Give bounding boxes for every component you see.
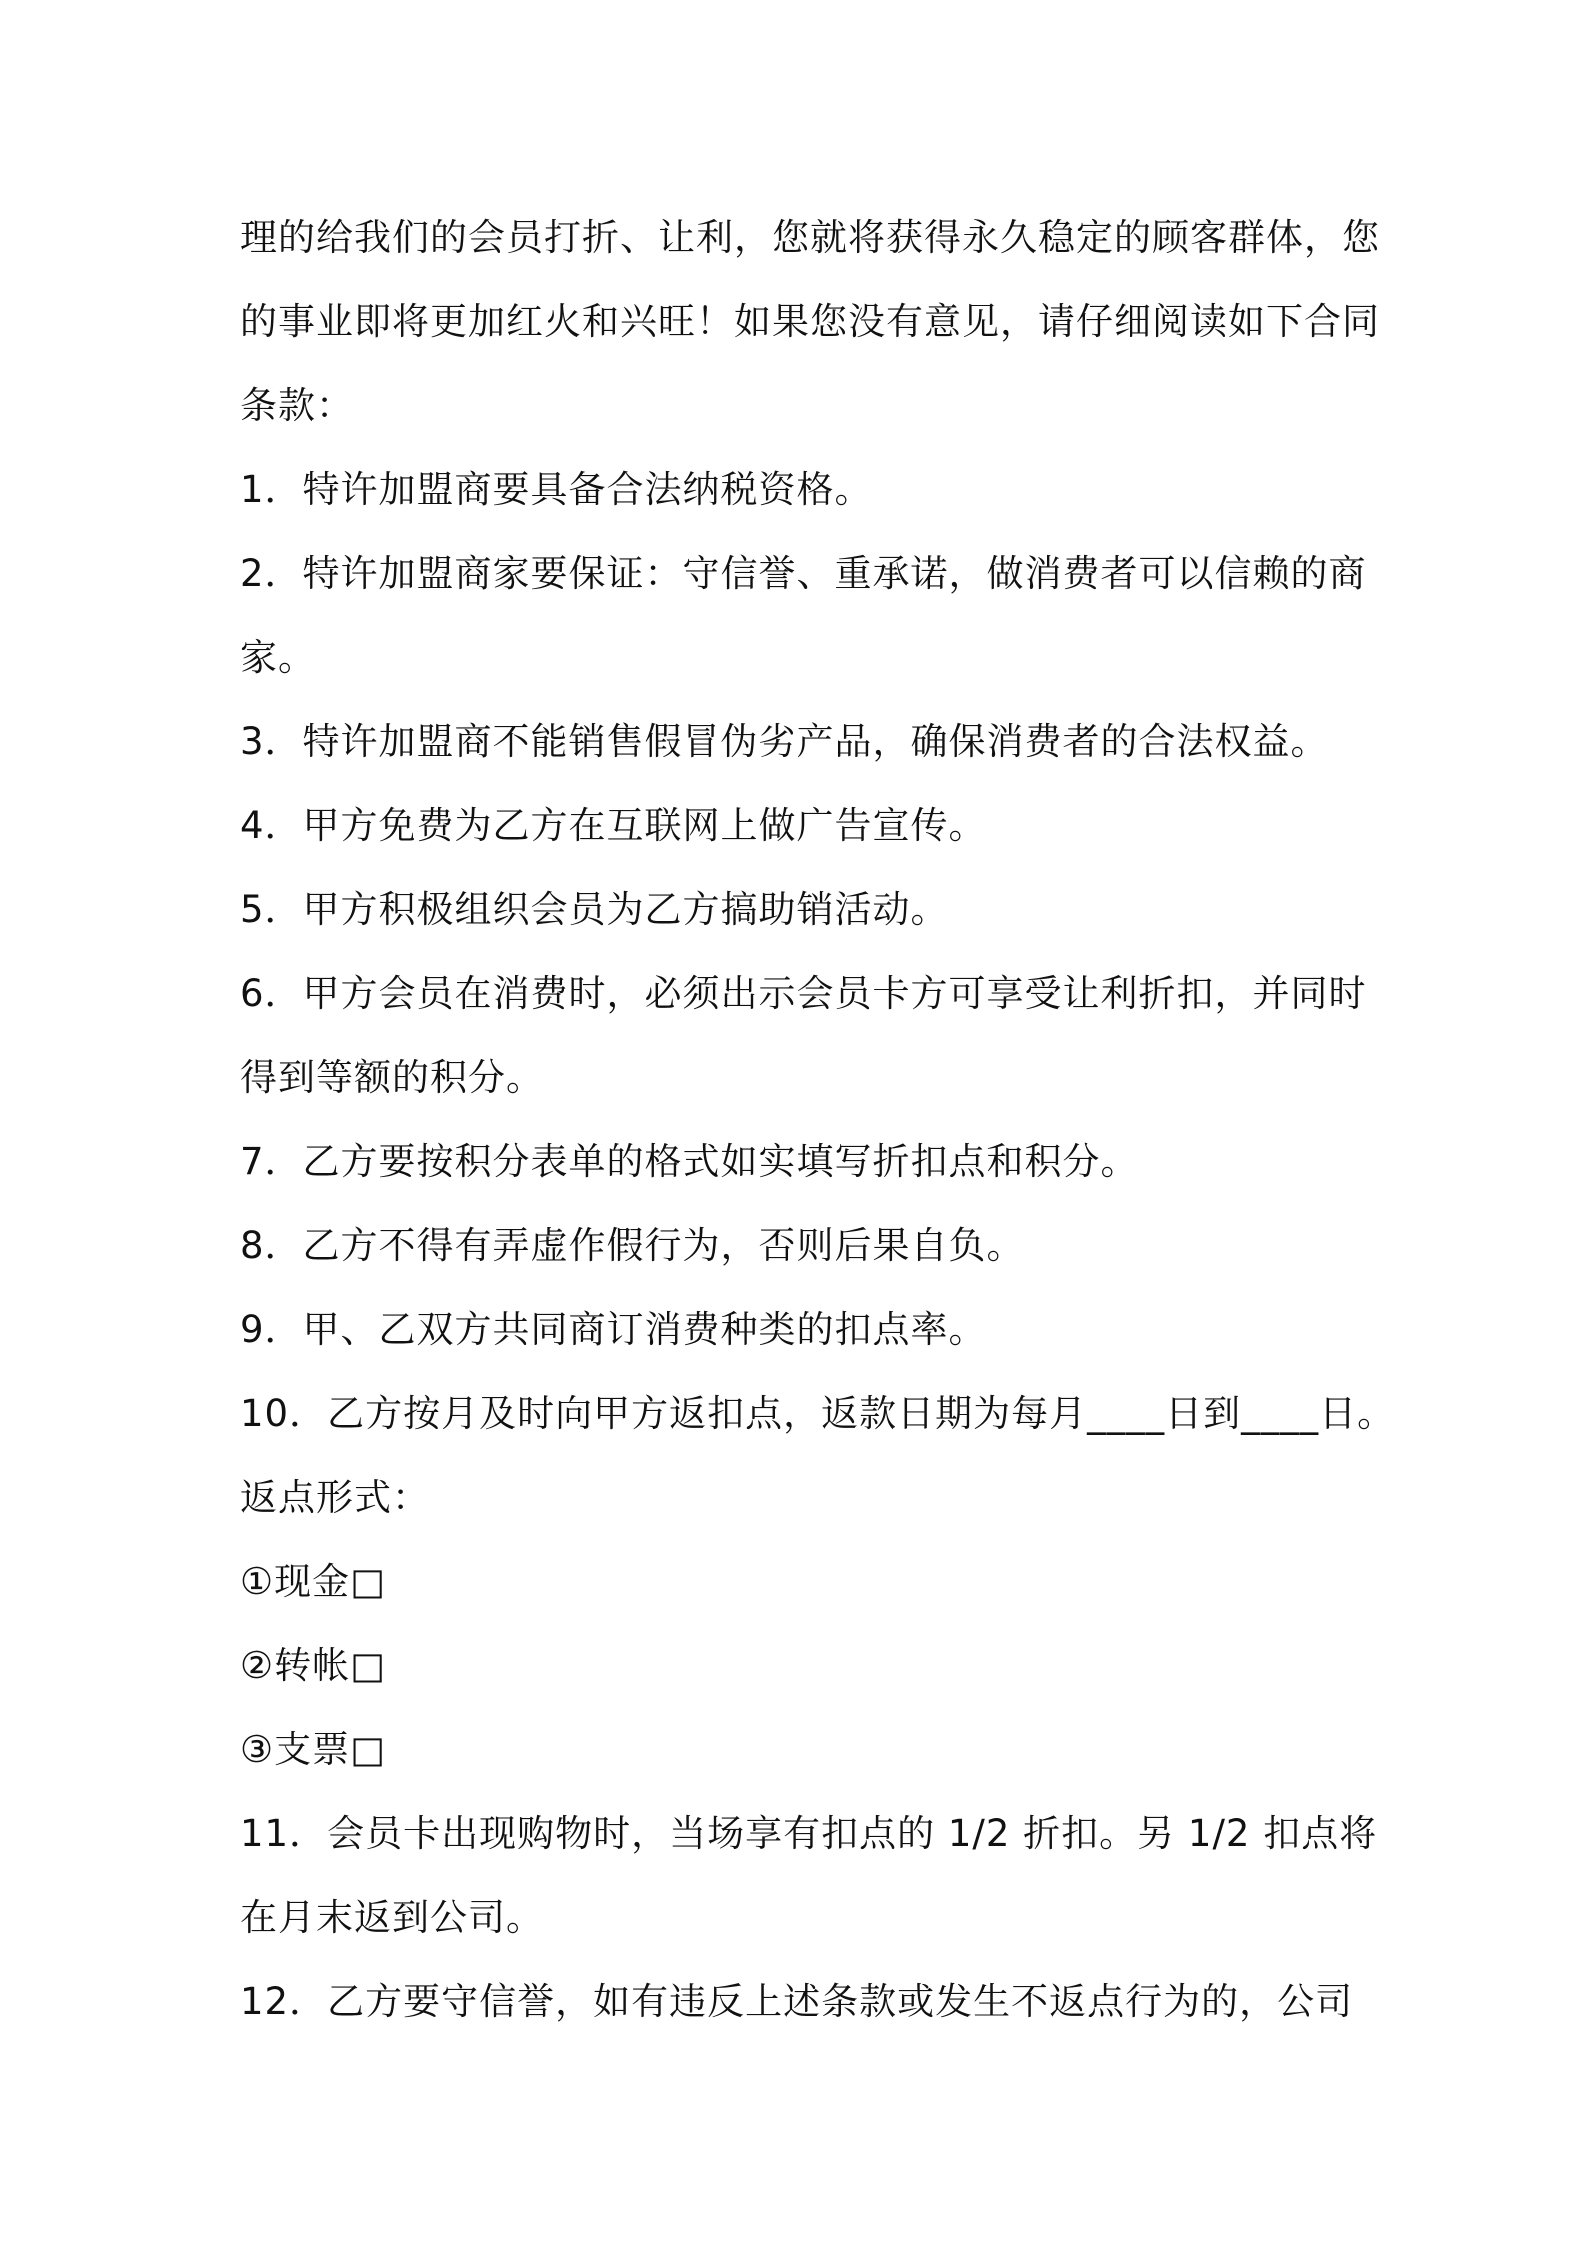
clause-12: 12．乙方要守信誉，如有违反上述条款或发生不返点行为的，公司 <box>240 1980 1354 2023</box>
clause-11-continued: 在月末返到公司。 <box>240 1896 544 1939</box>
rebate-form-heading: 返点形式： <box>240 1476 430 1519</box>
clause-10: 10．乙方按月及时向甲方返扣点，返款日期为每月____日到____日。 <box>240 1392 1396 1435</box>
rebate-option-check: ③支票□ <box>240 1728 387 1771</box>
rebate-option-cash: ①现金□ <box>240 1560 387 1603</box>
clause-8: 8．乙方不得有弄虚作假行为，否则后果自负。 <box>240 1224 1025 1267</box>
clause-3: 3．特许加盟商不能销售假冒伪劣产品，确保消费者的合法权益。 <box>240 720 1329 763</box>
clause-1: 1．特许加盟商要具备合法纳税资格。 <box>240 468 873 511</box>
rebate-option-transfer: ②转帐□ <box>240 1644 387 1687</box>
clause-6-continued: 得到等额的积分。 <box>240 1056 544 1099</box>
text-line: 的事业即将更加红火和兴旺！如果您没有意见，请仔细阅读如下合同 <box>240 300 1380 343</box>
clause-2: 2．特许加盟商家要保证：守信誉、重承诺，做消费者可以信赖的商 <box>240 552 1367 595</box>
clause-5: 5．甲方积极组织会员为乙方搞助销活动。 <box>240 888 949 931</box>
clause-11: 11．会员卡出现购物时，当场享有扣点的 1/2 折扣。另 1/2 扣点将 <box>240 1812 1378 1855</box>
text-line: 理的给我们的会员打折、让利，您就将获得永久稳定的顾客群体，您 <box>240 216 1380 259</box>
clause-6: 6．甲方会员在消费时，必须出示会员卡方可享受让利折扣，并同时 <box>240 972 1367 1015</box>
text-line: 条款： <box>240 384 354 427</box>
clause-2-continued: 家。 <box>240 636 316 679</box>
clause-4: 4．甲方免费为乙方在互联网上做广告宣传。 <box>240 804 987 847</box>
document-body <box>240 196 1396 2044</box>
clause-7: 7．乙方要按积分表单的格式如实填写折扣点和积分。 <box>240 1140 1139 1183</box>
clause-9: 9．甲、乙双方共同商订消费种类的扣点率。 <box>240 1308 987 1351</box>
